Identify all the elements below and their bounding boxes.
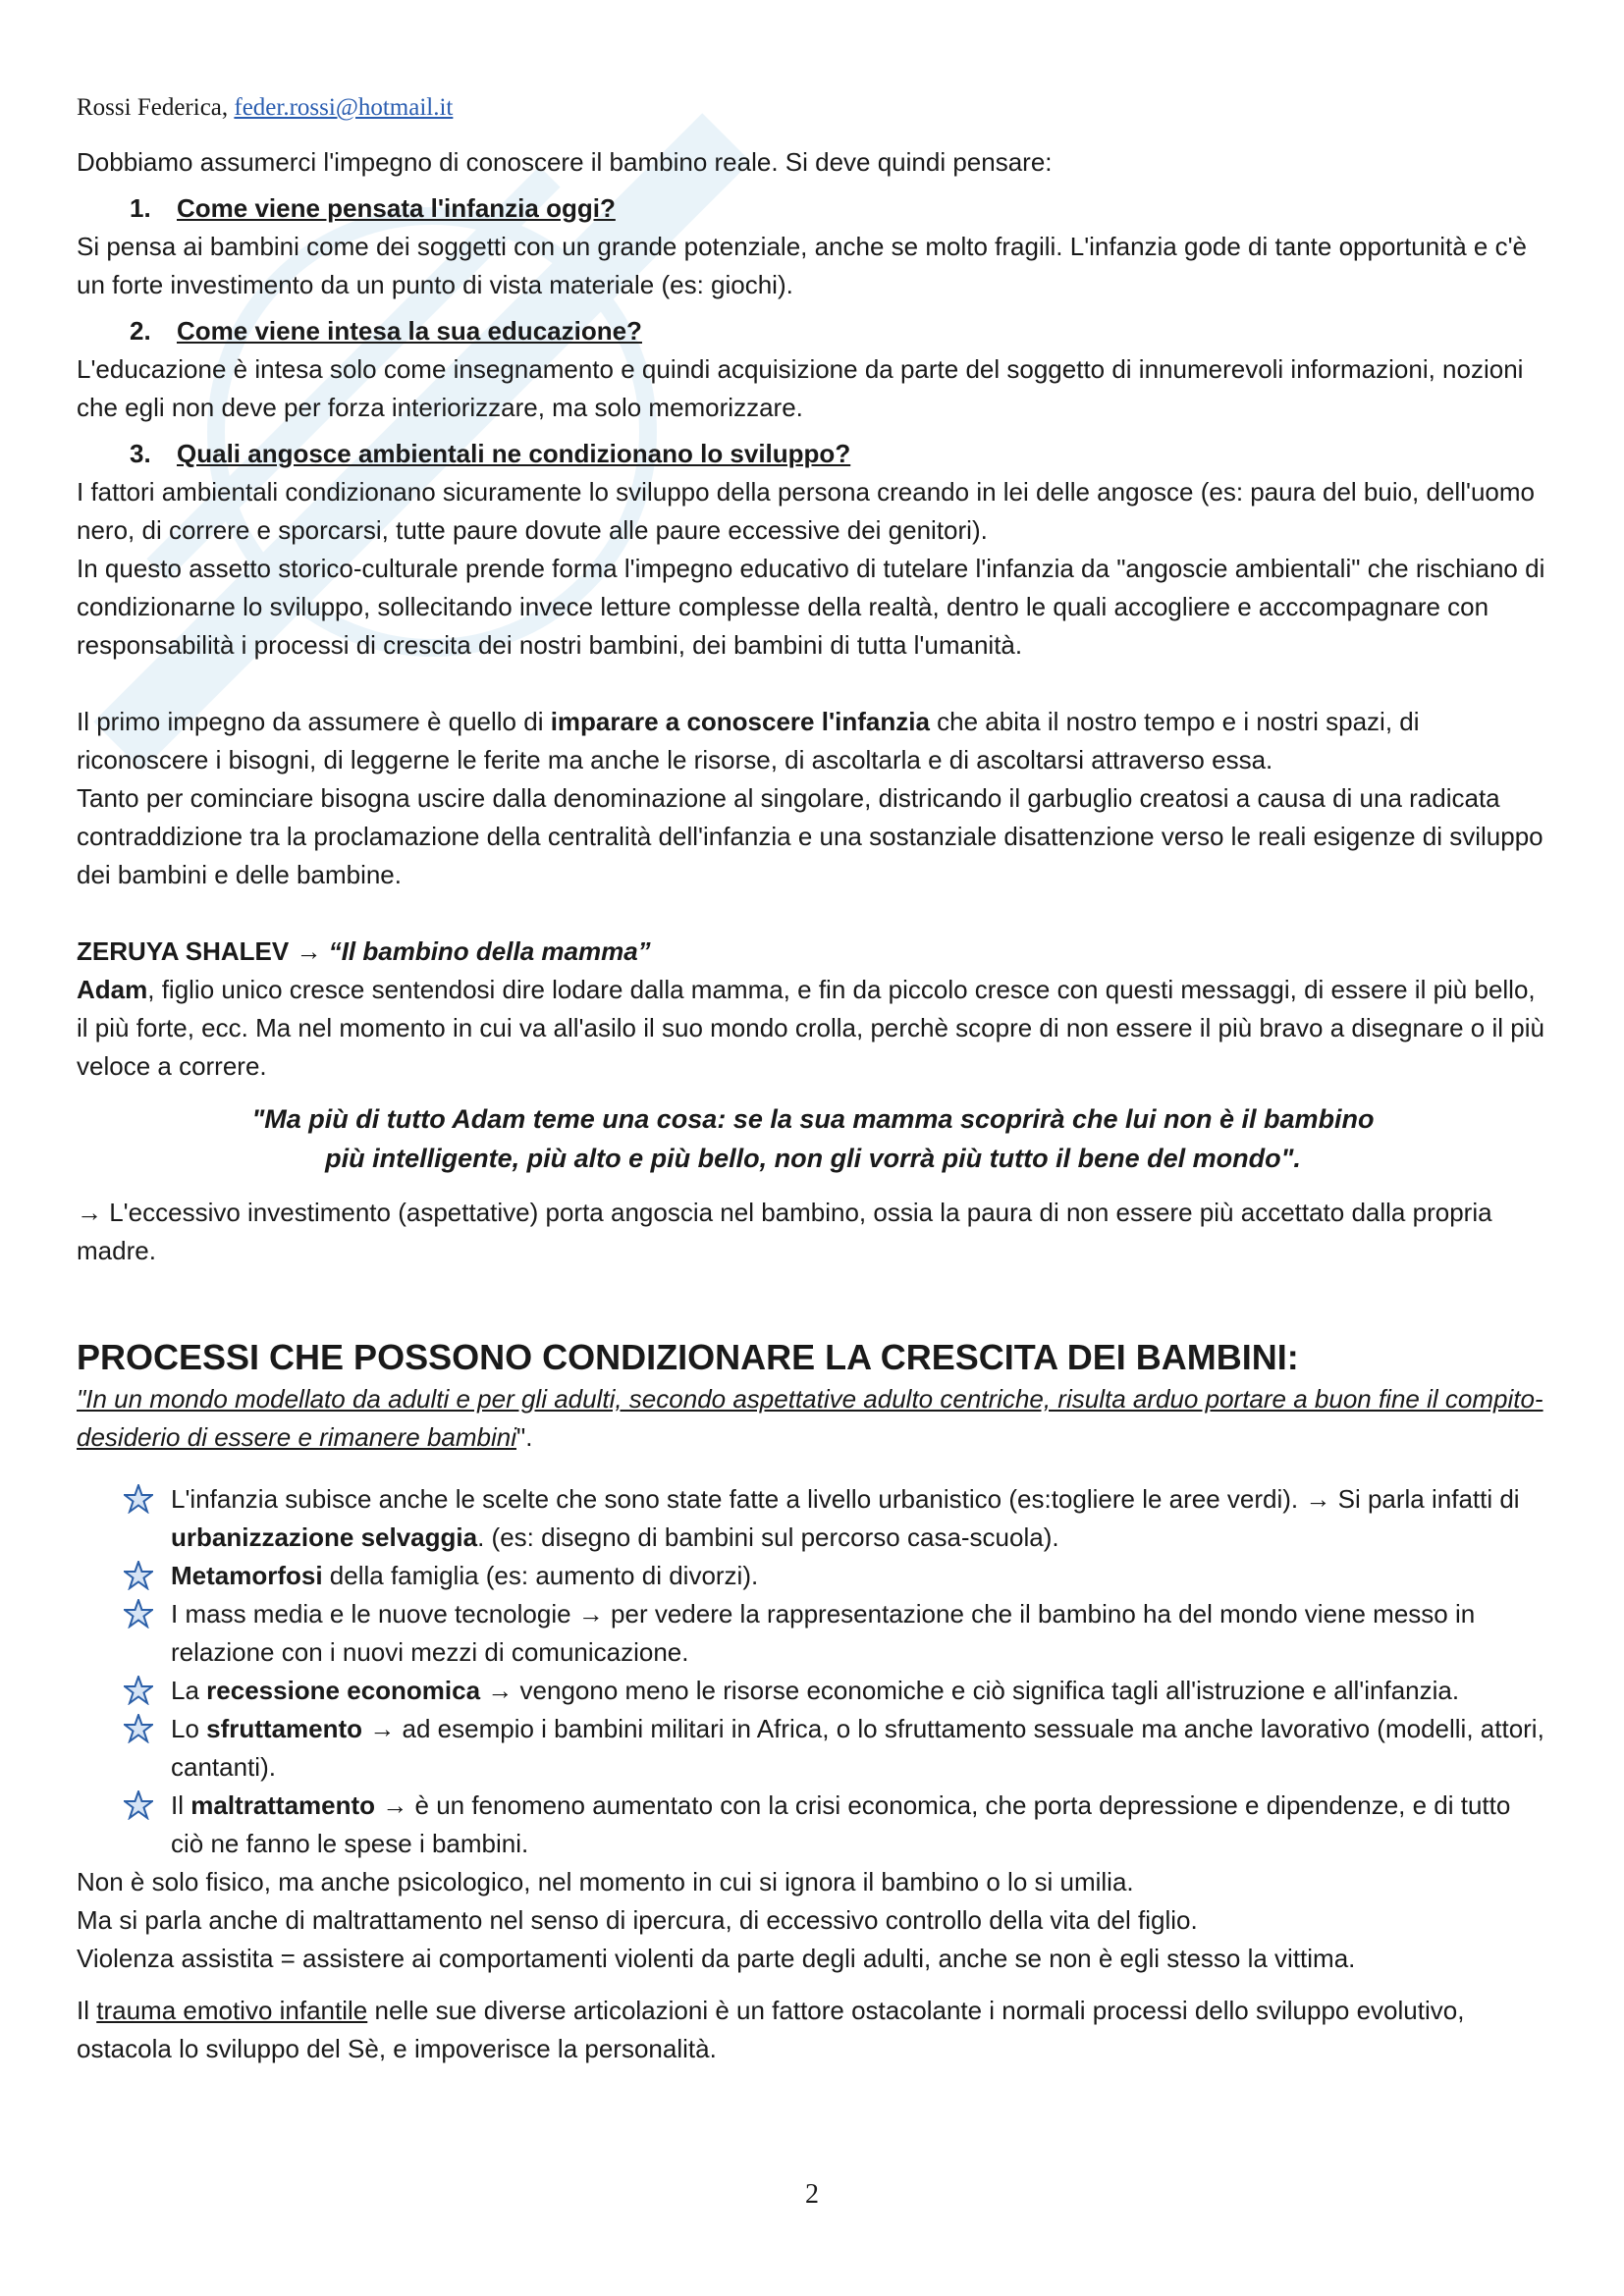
quote-line-2: più intelligente, più alto e più bello, non gli vorrà più tutto il bene del mondo". <box>325 1144 1301 1173</box>
author-email-link[interactable]: feder.rossi@hotmail.it <box>234 94 454 121</box>
impegno-emphasis: imparare a conoscere l'infanzia <box>550 707 930 736</box>
page-header <box>77 94 1549 122</box>
star-bullet-icon <box>124 1790 153 1820</box>
section-quote <box>77 1380 1549 1457</box>
bullet-text-end: . (es: disegno di bambini sul percorso casa-scuola). <box>477 1522 1059 1552</box>
bullet-emphasis: recessione economica <box>206 1676 481 1705</box>
impegno-text: Il primo impegno da assumere è quello di <box>77 707 551 736</box>
bullet-text: I mass media e le nuove tecnologie → per vedere la rappresentazione che il bambino ha del mondo viene messo in relazione con i nuovi mezzi di comunicazione. <box>171 1599 1476 1667</box>
question-1-answer: Si pensa ai bambini come dei soggetti con un grande potenziale, anche se molto fragili. L'infanzia gode di tante opportunità e c'è un forte investimento da un punto di vista materiale (es: giochi). <box>77 232 1527 299</box>
shalev-conclusion: → L'eccessivo investimento (aspettative) porta angoscia nel bambino, ossia la paura di non essere più accettato dalla propria madre. <box>77 1198 1492 1265</box>
question-title: Come viene intesa la sua educazione? <box>177 316 642 346</box>
question-number: 3. <box>130 439 151 468</box>
tanto-paragraph: Tanto per cominciare bisogna uscire dalla denominazione al singolare, districando il garbuglio creatosi a causa di una radicata contraddizione tra la proclamazione della centralità dell'infanzia e una sostanziale disattenzione verso le reali esigenze di sviluppo dei bambini e delle bambine. <box>77 783 1543 889</box>
question-title: Quali angosce ambientali ne condizionano lo sviluppo? <box>177 439 851 468</box>
question-3-answer: I fattori ambientali condizionano sicuramente lo sviluppo della persona creando in lei delle angosce (es: paura del buio, dell'uomo nero, di correre e sporcarsi, tutte paure dovute alle paure eccessive dei genitori). <box>77 477 1535 545</box>
adam-name: Adam <box>77 975 148 1004</box>
question-number: 1. <box>130 193 151 223</box>
list-item <box>77 1557 1549 1595</box>
section-title: PROCESSI CHE POSSONO CONDIZIONARE LA CRESCITA DEI BAMBINI: <box>77 1337 1299 1377</box>
trauma-text-end: nelle sue diverse articolazioni è un fattore ostacolante i normali processi dello sviluppo evolutivo, ostacola lo sviluppo del Sè, e impoverisce la personalità. <box>77 1996 1465 2063</box>
trauma-term: trauma emotivo infantile <box>96 1996 368 2025</box>
bullet-emphasis: urbanizzazione selvaggia <box>171 1522 478 1552</box>
maltrattamento-note-1: Non è solo fisico, ma anche psicologico, nel momento in cui si ignora il bambino o lo si umilia. <box>77 1867 1134 1896</box>
shalev-heading <box>77 933 1549 971</box>
document-page <box>77 94 1549 2068</box>
list-item <box>77 1787 1549 1863</box>
quote-line-1: "Ma più di tutto Adam teme una cosa: se la sua mamma scoprirà che lui non è il bambino <box>251 1104 1375 1134</box>
author-name: Rossi Federica, <box>77 94 229 121</box>
trauma-paragraph <box>77 1992 1549 2068</box>
trauma-text: Il <box>77 1996 97 2025</box>
impegno-paragraph <box>77 703 1549 779</box>
star-bullet-icon <box>124 1599 153 1629</box>
bullet-text-end: → vengono meno le risorse economiche e ciò significa tagli all'istruzione e all'infanzia. <box>480 1676 1460 1705</box>
bullet-text-end: → ad esempio i bambini militari in Africa, o lo sfruttamento sessuale ma anche lavorativo (modelli, attori, cantanti). <box>171 1714 1544 1782</box>
star-bullet-icon <box>124 1714 153 1743</box>
shalev-book-title: “Il bambino della mamma” <box>328 936 651 966</box>
shalev-quote <box>77 1099 1549 1178</box>
section-quote-end: ". <box>516 1422 533 1452</box>
adam-text: , figlio unico cresce sentendosi dire lodare dalla mamma, e fin da piccolo cresce con questi messaggi, di essere il più bello, il più forte, ecc. Ma nel momento in cui va all'asilo il suo mondo crolla, perchè scopre di non essere il più bravo a disegnare o il più veloce a correre. <box>77 975 1544 1081</box>
bullet-text-end: → è un fenomeno aumentato con la crisi economica, che porta depressione e dipendenze, e di tutto ciò ne fanno le spese i bambini. <box>171 1790 1511 1858</box>
list-item <box>77 1480 1549 1557</box>
bullet-text: Il <box>171 1790 191 1820</box>
maltrattamento-note-2: Ma si parla anche di maltrattamento nel senso di ipercura, di eccessivo controllo della vita del figlio. <box>77 1905 1198 1935</box>
list-item <box>77 1595 1549 1672</box>
question-1-heading <box>130 189 1549 228</box>
bullet-emphasis: Metamorfosi <box>171 1561 323 1590</box>
star-bullet-icon <box>124 1484 153 1514</box>
list-item <box>77 1710 1549 1787</box>
question-2-heading <box>130 312 1549 350</box>
bullet-text: L'infanzia subisce anche le scelte che sono state fatte a livello urbanistico (es:togliere le aree verdi). → Si parla infatti di <box>171 1484 1520 1514</box>
impegno-text-end: che abita il nostro tempo e i nostri spazi, di riconoscere i bisogni, di leggerne le ferite ma anche le risorse, di ascoltarla e di ascoltarsi attraverso essa. <box>77 707 1420 774</box>
processes-list <box>77 1480 1549 1863</box>
bullet-text: Lo <box>171 1714 207 1743</box>
list-item <box>77 1672 1549 1710</box>
page-number: 2 <box>805 2179 819 2210</box>
question-3-heading <box>130 435 1549 473</box>
bullet-text-end: della famiglia (es: aumento di divorzi). <box>322 1561 759 1590</box>
shalev-author: ZERUYA SHALEV → <box>77 936 322 966</box>
intro-paragraph: Dobbiamo assumerci l'impegno di conoscere il bambino reale. Si deve quindi pensare: <box>77 147 1053 177</box>
question-title: Come viene pensata l'infanzia oggi? <box>177 193 616 223</box>
star-bullet-icon <box>124 1561 153 1590</box>
section-quote-text: "In un mondo modellato da adulti e per gli adulti, secondo aspettative adulto centriche, risulta arduo portare a buon fine il compito-desiderio di essere e rimanere bambini <box>77 1384 1543 1452</box>
bullet-emphasis: sfruttamento <box>206 1714 363 1743</box>
question-2-answer: L'educazione è intesa solo come insegnamento e quindi acquisizione da parte del soggetto di innumerevoli informazioni, nozioni che egli non deve per forza interiorizzare, ma solo memorizzare. <box>77 354 1524 422</box>
bullet-text: La <box>171 1676 207 1705</box>
star-bullet-icon <box>124 1676 153 1705</box>
question-number: 2. <box>130 316 151 346</box>
bullet-emphasis: maltrattamento <box>190 1790 376 1820</box>
assetto-paragraph: In questo assetto storico-culturale prende forma l'impegno educativo di tutelare l'infanzia da "angoscie ambientali" che rischiano di condizionarne lo sviluppo, sollecitando invece letture complesse della realtà, dentro le quali accogliere e acccompagnare con responsabilità i processi di crescita dei nostri bambini, dei bambini di tutta l'umanità. <box>77 554 1545 660</box>
adam-paragraph <box>77 971 1549 1086</box>
maltrattamento-note-3: Violenza assistita = assistere ai comportamenti violenti da parte degli adulti, anche se non è egli stesso la vittima. <box>77 1944 1356 1973</box>
